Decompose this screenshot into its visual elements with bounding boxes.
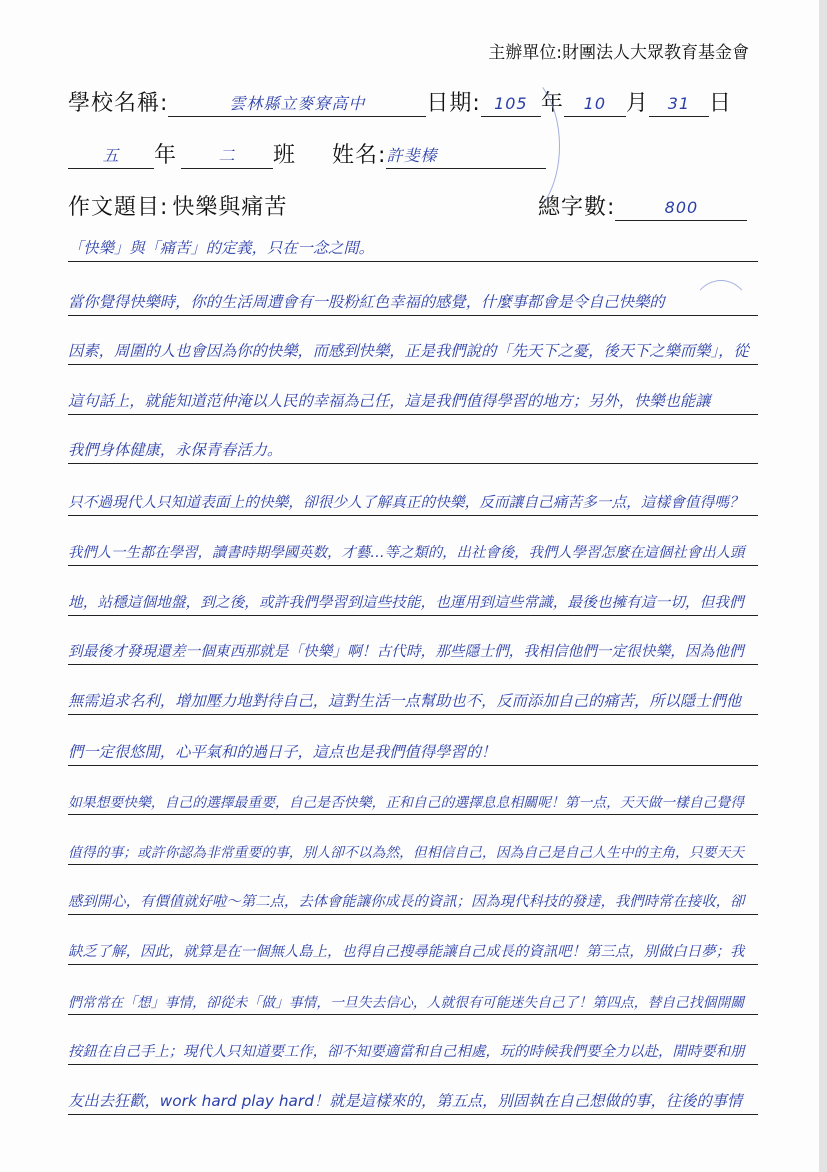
essay-line-text: 們一定很悠閒，心平氣和的過日子，這点也是我們值得學習的！	[68, 743, 497, 761]
name-label: 姓名:	[332, 143, 387, 168]
class-field: 二	[181, 144, 273, 169]
school-name-field: 雲林縣立麥寮高中	[168, 92, 426, 117]
wordcount-row	[538, 190, 747, 221]
essay-line	[68, 686, 758, 715]
essay-line-text: 值得的事；或許你認為非常重要的事，別人卻不以為然，但相信自己，因為自己是自己人生中的主角，只要天天	[68, 845, 745, 861]
essay-line	[68, 786, 758, 815]
year-unit: 年	[540, 91, 564, 116]
essay-line-text: 無需追求名利，增加壓力地對待自己，這對生活一点幫助也不，反而添加自己的痛苦，所以隱士們他	[68, 692, 742, 710]
essay-line-text: 因素，周圍的人也會因為你的快樂，而感到快樂，正是我們說的「先天下之憂，後天下之樂而樂」，從	[68, 342, 749, 360]
essay-line-text: 這句話上，就能知道范仲淹以人民的幸福為己任，這是我們值得學習的地方；另外，快樂也能讓	[68, 392, 711, 410]
sponsor-text: 主辦單位:財團法人大眾教育基金會	[488, 43, 749, 63]
essay-line-text: 只不過現代人只知道表面上的快樂，卻很少人了解真正的快樂，反而讓自己痛苦多一点，這樣會值得嗎？	[68, 494, 744, 511]
pen-stroke-mark	[690, 280, 752, 352]
month-unit: 月	[625, 91, 649, 116]
topic-label: 作文題目:	[68, 195, 169, 220]
essay-line	[68, 886, 758, 915]
pen-stroke-mark	[468, 70, 560, 222]
essay-line	[68, 936, 758, 965]
school-date-row	[68, 86, 732, 117]
essay-line-text: 我們身体健康，永保青春活力。	[68, 441, 283, 459]
essay-line	[68, 836, 758, 865]
name-field: 許斐榛	[386, 144, 546, 169]
essay-line-text: 當你覺得快樂時，你的生活周遭會有一股粉紅色幸福的感覺，什麼事都會是令自己快樂的	[68, 293, 665, 311]
essay-line	[68, 287, 758, 316]
essay-line	[68, 487, 758, 516]
essay-line-text: 感到開心，有價值就好啦～第二点，去体會能讓你成長的資訊；因為現代科技的發達，我們時常在接收，卻	[68, 894, 745, 910]
wordcount-field: 800	[615, 196, 747, 221]
essay-line	[68, 636, 758, 665]
essay-line-text: 「快樂」與「痛苦」的定義，只在一念之間。	[68, 239, 374, 257]
essay-line-text: 按鈕在自己手上；現代人只知道要工作，卻不知要適當和自己相處，玩的時候我們要全力以赴，閒時要和朋	[68, 1044, 745, 1060]
essay-line-text: 地，站穩這個地盤，到之後，或許我們學習到這些技能，也運用到這些常識，最後也擁有這一切，但我們	[68, 594, 744, 611]
day-field: 31	[649, 92, 709, 117]
essay-line-text: 我們人一生都在學習，讀書時期學國英数，才藝…等之類的，出社會後，我們人學習怎麼在這個社會出人頭	[68, 545, 745, 561]
school-label: 學校名稱:	[68, 91, 169, 116]
class-unit: 班	[273, 143, 297, 168]
essay-line-text: 友出去狂歡，work hard play hard！就是這樣來的，第五点，別固執在自己想做的事，往後的事情	[68, 1092, 743, 1110]
essay-line	[68, 233, 758, 262]
grade-field: 五	[68, 144, 154, 169]
essay-line	[68, 537, 758, 566]
essay-line	[68, 336, 758, 365]
essay-line	[68, 1036, 758, 1065]
date-label: 日期:	[426, 91, 481, 116]
wordcount-label: 總字數:	[538, 195, 616, 220]
grade-unit: 年	[154, 143, 178, 168]
essay-line	[68, 986, 758, 1015]
essay-line	[68, 1086, 758, 1115]
essay-line-text: 們常常在「想」事情，卻從未「做」事情，一旦失去信心，人就很有可能迷失自己了！第四点，替自己找個開關	[68, 995, 745, 1011]
essay-line	[68, 386, 758, 415]
essay-line	[68, 587, 758, 616]
day-unit: 日	[708, 91, 732, 116]
year-field: 105	[481, 92, 541, 117]
essay-line	[68, 435, 758, 464]
essay-line-text: 到最後才發現還差一個東西那就是「快樂」啊！古代時，那些隱士們，我相信他們一定很快樂，因為他們	[68, 643, 744, 660]
essay-line-text: 缺乏了解，因此，就算是在一個無人島上，也得自己搜尋能讓自己成長的資訊吧！第三点，別做白日夢；我	[68, 944, 745, 960]
topic-value: 快樂與痛苦	[172, 195, 288, 220]
essay-line-text: 如果想要快樂，自己的選擇最重要，自己是否快樂，正和自己的選擇息息相關呢！第一点，天天做一樣自己覺得	[68, 795, 745, 811]
month-field: 10	[564, 92, 626, 117]
essay-line	[68, 737, 758, 766]
topic-row	[68, 190, 287, 221]
